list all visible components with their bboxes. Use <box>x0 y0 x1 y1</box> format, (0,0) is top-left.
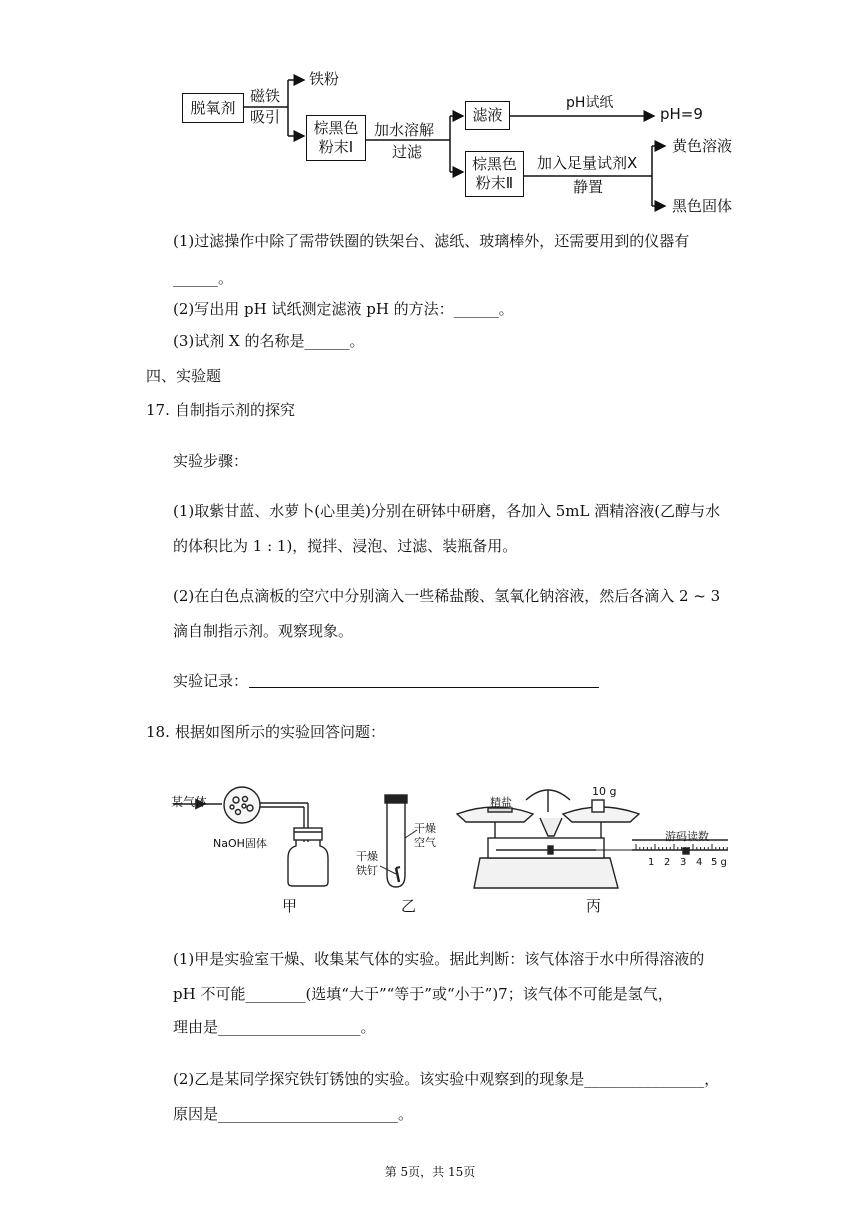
q17-step1-line1: (1)取紫甘蓝、水萝卜(心里美)分别在研钵中研磨，各加入 5mL 酒精溶液(乙醇与水 <box>173 502 721 520</box>
deoxidizer-box: 脱氧剂 <box>182 93 244 123</box>
apparatus-b-name: 乙 <box>401 897 417 915</box>
salt-label: 精盐 <box>490 796 512 809</box>
ph-paper-label: pH试纸 <box>566 95 614 111</box>
rider-num-3: 3 <box>680 857 687 868</box>
q18-part1-line3: 理由是___________________。 <box>173 1018 376 1036</box>
q18-part1-line2: pH 不可能________(选填“大于”“等于”或“小于”)7；该气体不可能是氢气， <box>173 985 673 1003</box>
reagent-label: 加入足量试剂X <box>537 154 638 172</box>
filter-label: 过滤 <box>392 143 423 161</box>
q17-steps-label: 实验步骤： <box>173 452 249 470</box>
dry-air-label-2: 空气 <box>414 836 436 849</box>
magnet-label: 磁铁 <box>250 87 281 105</box>
q17-step2-line2: 滴自制指示剂。观察现象。 <box>173 622 354 640</box>
settle-label: 静置 <box>573 178 604 196</box>
rider-num-5: 5 g <box>711 857 727 868</box>
balance-base <box>474 858 618 888</box>
q18-title: 根据如图所示的实验回答问题： <box>175 723 386 741</box>
rider-num-1: 1 <box>648 857 655 868</box>
gas-label: 某气体 <box>171 795 208 809</box>
q17-title: 自制指示剂的探究 <box>175 401 296 419</box>
naoh-label: NaOH固体 <box>213 837 267 850</box>
tube-stopper <box>385 795 407 803</box>
q18-part1-line1: (1)甲是实验室干燥、收集某气体的实验。据此判断：该气体溶于水中所得溶液的 <box>173 950 705 968</box>
powder-2-box <box>465 151 524 197</box>
q16-part1-line2: ______。 <box>173 269 234 287</box>
dry-nail-label-1: 干燥 <box>356 850 378 863</box>
powder-2-line1: 棕黑色 <box>471 155 517 173</box>
rider-num-2: 2 <box>664 857 671 868</box>
rider-reading-label: 游码读数 <box>665 830 709 843</box>
powder-1-box <box>306 115 366 161</box>
weight-label: 10 g <box>592 785 617 798</box>
section-heading: 四、实验题 <box>146 367 222 385</box>
dry-air-label-1: 干燥 <box>414 822 436 835</box>
q18-part2-line1: (2)乙是某同学探究铁钉锈蚀的实验。该实验中观察到的现象是________________， <box>173 1070 720 1088</box>
q17-record-blank <box>249 687 599 688</box>
apparatus-c-name: 丙 <box>586 897 602 915</box>
ph-result-label: pH=9 <box>660 105 703 123</box>
iron-powder-label: 铁粉 <box>309 70 340 88</box>
q18-number: 18. <box>146 723 170 741</box>
black-solid-label: 黑色固体 <box>672 197 733 215</box>
flowchart-arrows <box>0 0 860 230</box>
powder-2-line2: 粉末Ⅱ <box>475 174 514 192</box>
rider-num-4: 4 <box>696 857 703 868</box>
q17-step1-line2: 的体积比为 1 : 1)，搅拌、浸泡、过滤、装瓶备用。 <box>173 537 518 555</box>
q16-part1-line1: (1)过滤操作中除了需带铁圈的铁架台、滤纸、玻璃棒外，还需要用到的仪器有 <box>173 232 690 250</box>
q16-part2: (2)写出用 pH 试纸测定滤液 pH 的方法：______。 <box>173 300 514 318</box>
page-footer: 第 5页，共 15页 <box>384 1165 476 1179</box>
test-tube <box>387 803 405 887</box>
powder-1-line2: 粉末Ⅰ <box>318 138 354 156</box>
dissolve-label: 加水溶解 <box>374 121 435 139</box>
filtrate-box: 滤液 <box>465 101 510 130</box>
q17-step2-line1: (2)在白色点滴板的空穴中分别滴入一些稀盐酸、氢氧化钠溶液，然后各滴入 2 ~ 3 <box>173 587 721 605</box>
q17-number: 17. <box>146 401 170 419</box>
attract-label: 吸引 <box>250 108 281 126</box>
weight-10g <box>592 800 604 812</box>
yellow-solution-label: 黄色溶液 <box>672 137 733 155</box>
q16-part3: (3)试剂 X 的名称是______。 <box>173 332 365 350</box>
q17-record-label: 实验记录： <box>173 672 249 690</box>
powder-1-line1: 棕黑色 <box>313 119 359 137</box>
apparatus-a-name: 甲 <box>282 897 298 915</box>
dry-nail-label-2: 铁钉 <box>356 864 378 877</box>
q18-part2-line2: 原因是________________________。 <box>173 1105 414 1123</box>
gas-bottle <box>288 840 328 886</box>
